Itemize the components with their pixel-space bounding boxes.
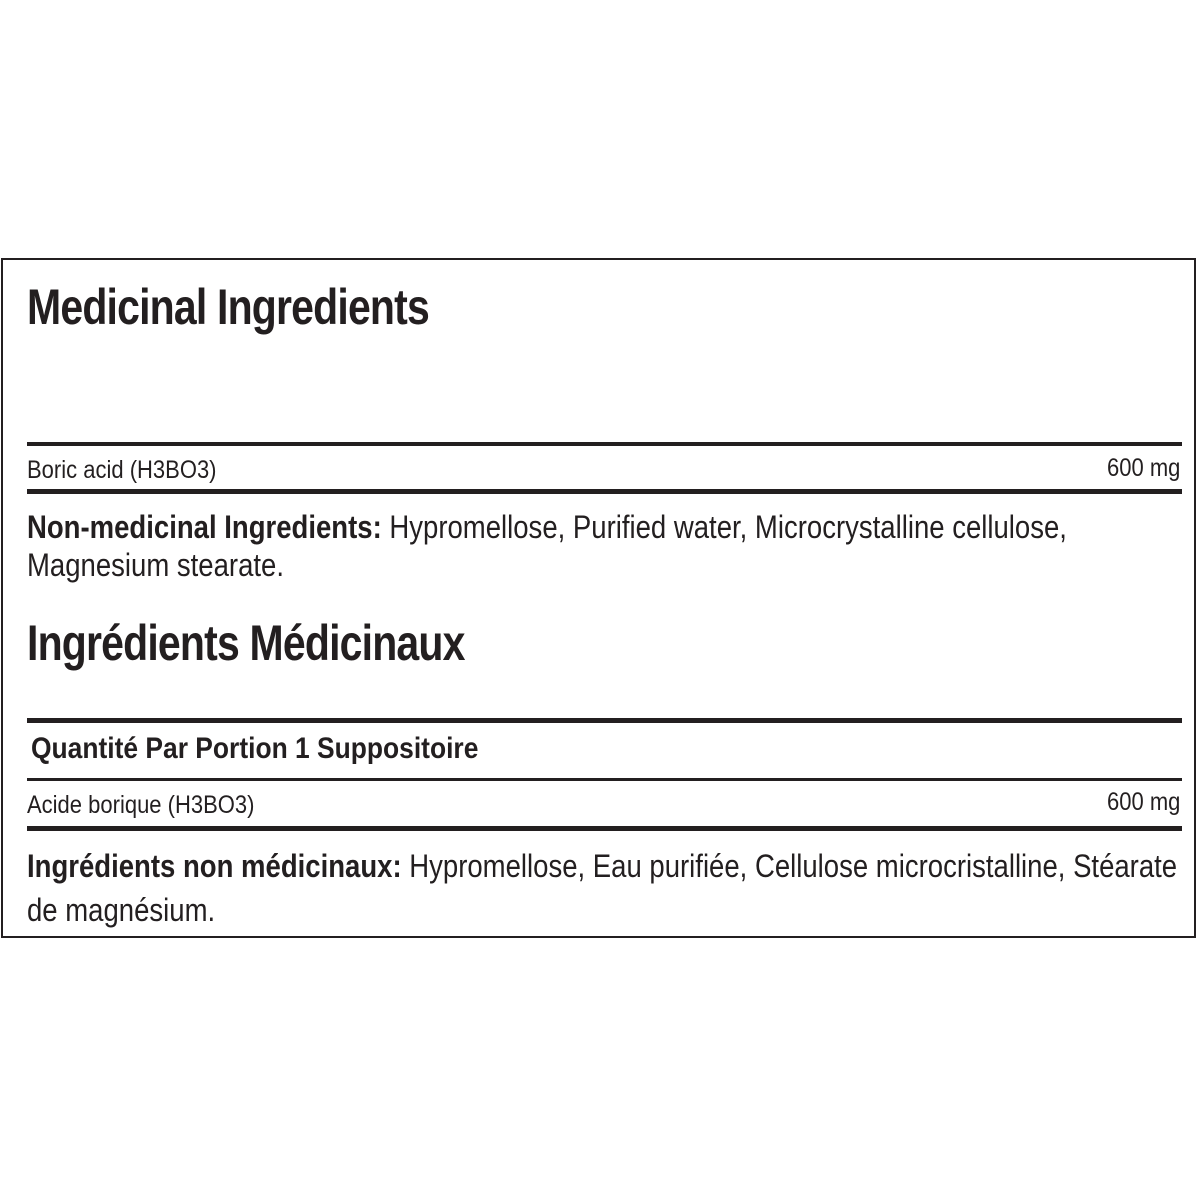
ingredient-amount-fr: 600 mg [1106, 788, 1180, 816]
medicinal-ingredients-heading: Medicinal Ingredients [27, 279, 429, 335]
ingredient-amount: 600 mg [1106, 454, 1180, 482]
ingredient-name: Boric acid (H3BO3) [27, 456, 217, 484]
divider-thin [27, 778, 1182, 781]
serving-size: Quantité Par Portion 1 Suppositoire [31, 732, 479, 765]
non-medicinal-label: Non-medicinal Ingredients: [27, 509, 382, 545]
divider-thick [27, 442, 1182, 446]
non-medicinal-text: Hypromellose, Purified water, Microcrystalline cellulose, Magnesium stearate. [27, 509, 1067, 583]
ingredients-non-medicinaux [27, 844, 1179, 932]
ingredients-medicinaux-heading: Ingrédients Médicinaux [27, 615, 465, 671]
ingredient-name-fr: Acide borique (H3BO3) [27, 791, 255, 819]
divider-thick [27, 718, 1182, 723]
non-medicinal-text-fr: Hypromellose, Eau purifiée, Cellulose microcristalline, Stéarate de magnésium. [27, 848, 1178, 928]
divider-thick [27, 489, 1182, 494]
non-medicinal-label-fr: Ingrédients non médicinaux: [27, 848, 402, 884]
ingredients-panel [1, 258, 1196, 938]
non-medicinal-ingredients [27, 508, 1179, 584]
divider-thick [27, 826, 1182, 831]
